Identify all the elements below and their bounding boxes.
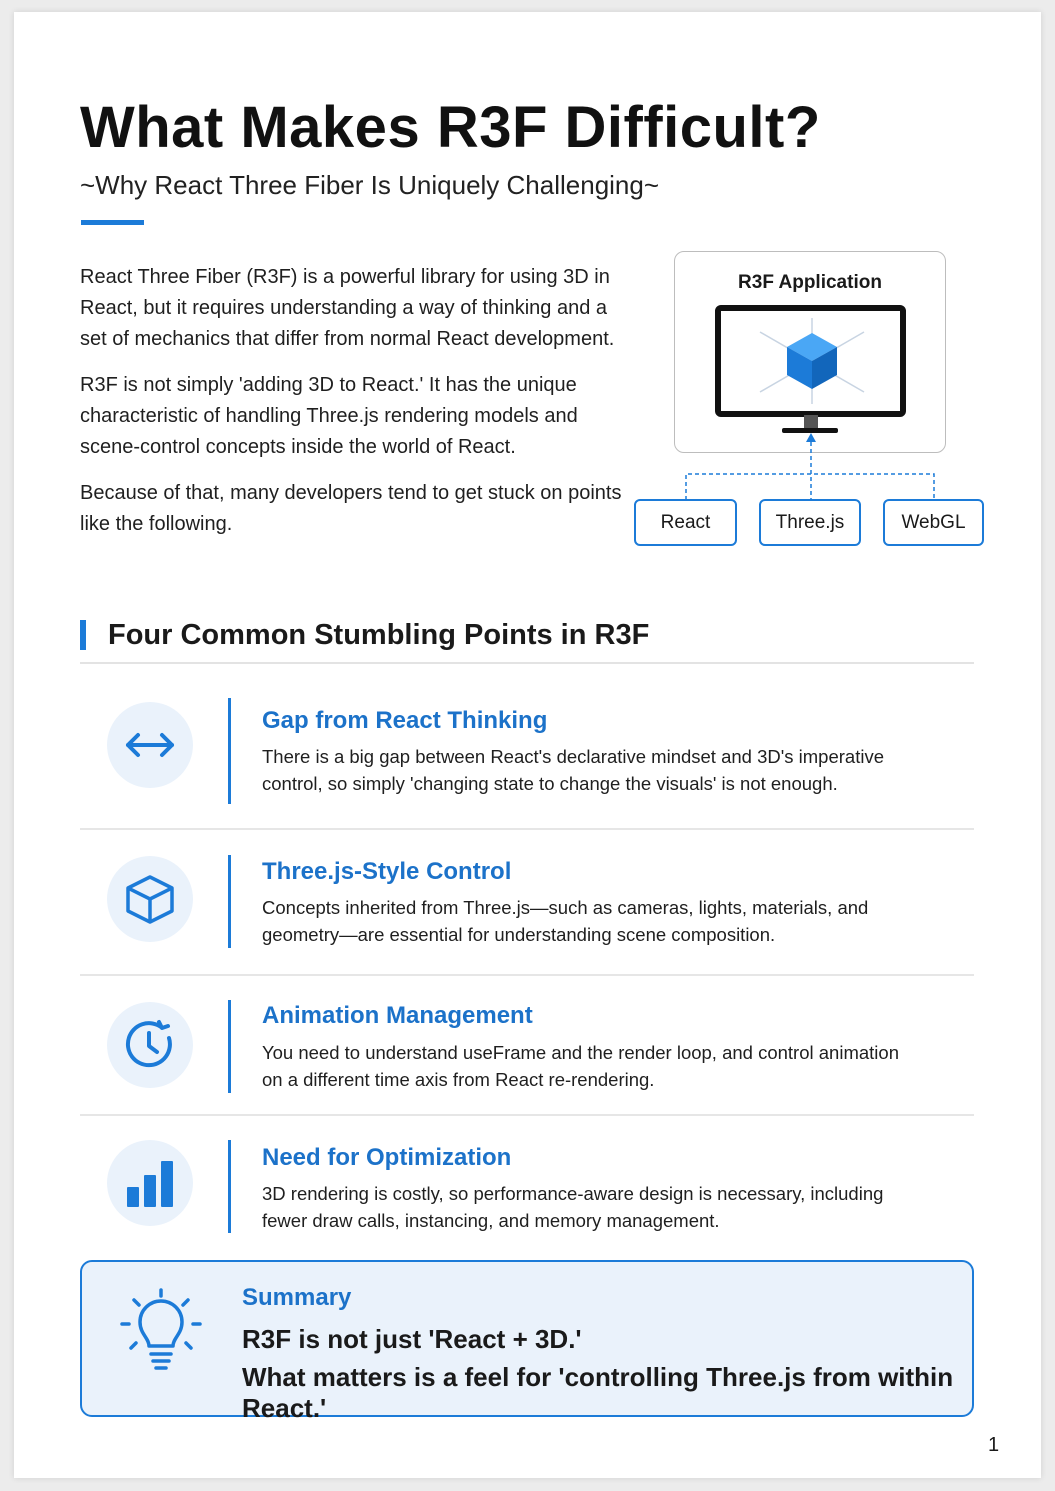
stumbling-point-item — [80, 1115, 974, 1255]
item-title: Animation Management — [262, 1002, 533, 1029]
lightbulb-icon — [116, 1288, 206, 1378]
title-underline — [81, 220, 144, 225]
stumbling-point-item — [80, 664, 974, 830]
intro-text — [80, 262, 625, 555]
clock-icon — [107, 1002, 193, 1088]
section-accent-bar — [80, 620, 86, 650]
cube-icon — [107, 856, 193, 942]
stumbling-point-item — [80, 975, 974, 1115]
item-description: You need to understand useFrame and the render loop, and control animation on a different time axis from React re-rendering. — [262, 1042, 899, 1090]
layer-threejs: Three.js — [759, 499, 861, 546]
section-heading — [80, 618, 649, 652]
summary-label: Summary — [242, 1284, 352, 1311]
layer-webgl: WebGL — [883, 499, 984, 546]
arrows-horizontal-icon — [107, 702, 193, 788]
document-page — [14, 12, 1041, 1478]
app-label: R3F Application — [738, 272, 882, 293]
stumbling-point-item — [80, 830, 974, 975]
item-title: Gap from React Thinking — [262, 707, 548, 734]
item-description: 3D rendering is costly, so performance-aware design is necessary, including fewer draw calls, instancing, and memory management. — [262, 1183, 884, 1231]
summary-statement: What matters is a feel for 'controlling Three.js from within React.' — [242, 1362, 954, 1423]
summary-box — [80, 1260, 974, 1423]
section-title: Four Common Stumbling Points in R3F — [108, 618, 650, 651]
intro-paragraph: R3F is not simply 'adding 3D to React.' It has the unique characteristic of handling Three.js rendering models and scene-control concepts inside the world of React. — [80, 374, 578, 458]
page-number: 1 — [988, 1434, 1000, 1456]
intro-paragraph: React Three Fiber (R3F) is a powerful library for using 3D in React, but it requires understanding a way of thinking and a set of mechanics that differ from normal React development. — [80, 266, 615, 350]
item-title: Need for Optimization — [262, 1144, 512, 1171]
summary-statement: R3F is not just 'React + 3D.' — [242, 1324, 582, 1354]
page-subtitle: ~Why React Three Fiber Is Uniquely Challenging~ — [80, 170, 660, 200]
item-title: Three.js-Style Control — [262, 858, 512, 885]
page-title: What Makes R3F Difficult? — [80, 95, 821, 160]
item-description: There is a big gap between React's declarative mindset and 3D's imperative control, so simply 'changing state to change the visuals' is not enough. — [262, 746, 884, 794]
bar-chart-icon — [107, 1140, 193, 1226]
item-description: Concepts inherited from Three.js—such as cameras, lights, materials, and geometry—are essential for understanding scene composition. — [262, 897, 869, 945]
intro-paragraph: Because of that, many developers tend to get stuck on points like the following. — [80, 482, 622, 535]
layer-react: React — [634, 499, 737, 546]
